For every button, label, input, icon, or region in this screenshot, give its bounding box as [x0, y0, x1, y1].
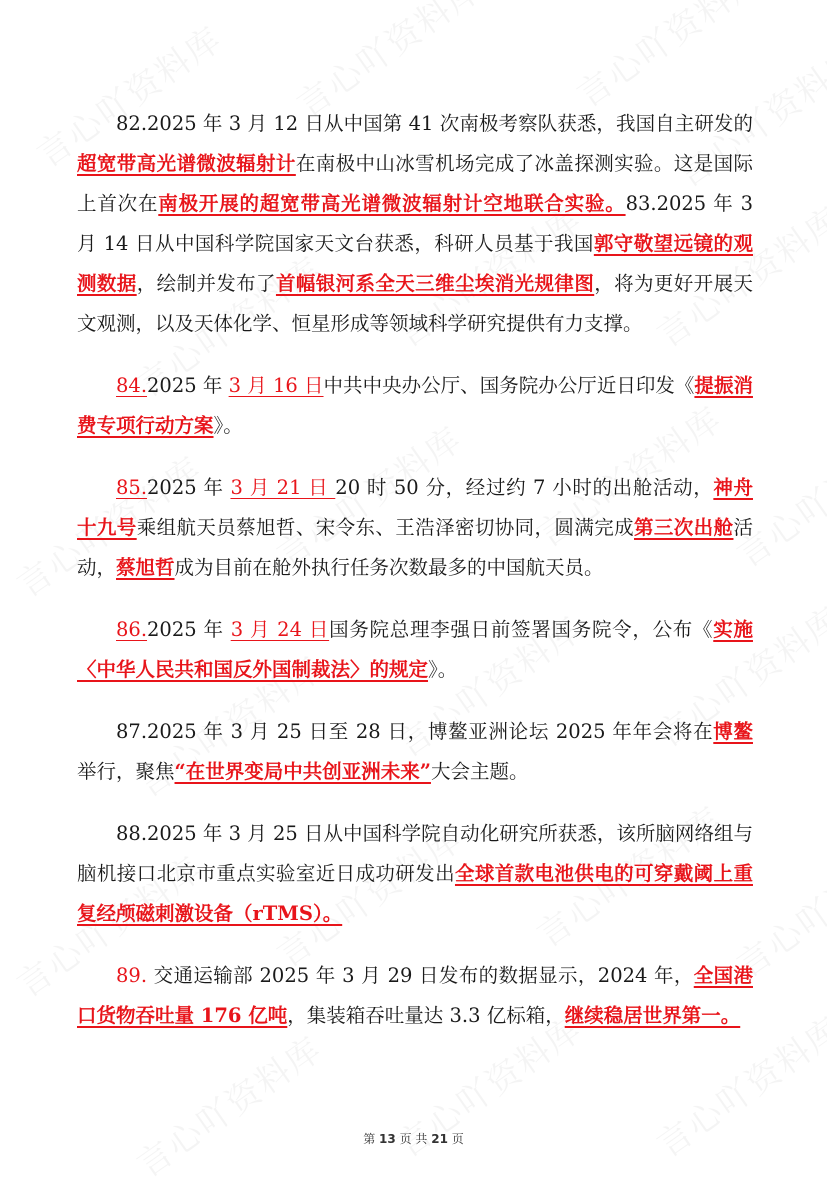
body-text: ，将为更好开展天文观测，以及天体化学、恒星形成等领域科学研究提供有力支撑。 — [77, 272, 753, 335]
body-text: 中共中央办公厅、国务院办公厅近日印发《 — [323, 374, 695, 397]
watermark-text — [565, 0, 770, 117]
footer-suffix: 页 — [451, 1132, 464, 1146]
highlighted-date: 86. — [116, 618, 148, 641]
highlighted-keyword: 继续稳居世界第一。 — [564, 1004, 741, 1027]
body-text: 2025 年 — [147, 476, 231, 499]
body-text: 大会主题。 — [430, 760, 529, 783]
paragraph-88 — [77, 814, 753, 934]
body-text: 87.2025 年 3 月 25 日至 28 日，博鳌亚洲论坛 2025 年年会将在 — [116, 720, 714, 743]
body-text: 活动， — [77, 516, 753, 579]
document-body — [77, 104, 753, 1058]
body-text: 在南极中山冰雪机场完成了冰盖探测实验。这是国际上首次在 — [77, 152, 753, 215]
body-text: 2025 年 — [147, 618, 231, 641]
body-text: 成为目前在舱外执行任务次数最多的中国航天员。 — [174, 556, 604, 579]
highlighted-date: 3 月 21 日 — [230, 476, 336, 499]
item-number: 89. — [116, 964, 148, 987]
page-footer — [0, 1130, 827, 1147]
body-text: 交通运输部 2025 年 3 月 29 日发布的数据显示，2024 年， — [147, 964, 694, 987]
highlighted-date: 3 月 24 日 — [230, 618, 330, 641]
highlighted-keyword: 第三次出舱 — [634, 516, 734, 539]
paragraph-87 — [77, 712, 753, 792]
body-text: ，集装箱吞吐量达 3.3 亿标箱， — [287, 1004, 565, 1027]
footer-prefix: 第 — [363, 1132, 376, 1146]
body-text: 举行，聚焦 — [77, 760, 175, 783]
body-text: ，绘制并发布了 — [136, 272, 276, 295]
paragraph-86 — [77, 610, 753, 690]
body-text: 》。 — [213, 414, 243, 437]
highlighted-date: 85. — [116, 476, 148, 499]
highlighted-keyword: 实施〈中华人民共和国反外国制裁法〉的规定 — [77, 618, 753, 681]
body-text: 88.2025 年 3 月 25 日从中国科学院自动化研究所获悉，该所脑网络组与脑机接口北京市重点实验室近日成功研发出 — [77, 822, 753, 885]
paragraph-85 — [77, 468, 753, 588]
highlighted-keyword: 首幅银河系全天三维尘埃消光规律图 — [275, 272, 595, 295]
highlighted-keyword: 提振消费专项行动方案 — [77, 374, 753, 437]
body-text: 国务院总理李强日前签署国务院令，公布《 — [329, 618, 714, 641]
highlighted-keyword: 郭守敬望远镜的观测数据 — [77, 232, 753, 295]
body-text: 83.2025 年 3 月 14 日从中国科学院国家天文台获悉，科研人员基于我国 — [77, 192, 753, 255]
current-page-number: 13 — [379, 1132, 396, 1146]
highlighted-keyword: 全国港口货物吞吐量 176 亿吨 — [77, 964, 753, 1027]
paragraph-89 — [77, 956, 753, 1036]
highlighted-keyword: 南极开展的超宽带高光谱微波辐射计空地联合实验。 — [158, 192, 626, 215]
body-text: 82.2025 年 3 月 12 日从中国第 41 次南极考察队获悉，我国自主研发的 — [116, 112, 753, 135]
body-text: 乘组航天员蔡旭哲、宋令东、王浩泽密切协同，圆满完成 — [136, 516, 634, 539]
highlighted-keyword: “在世界变局中共创亚洲未来” — [174, 760, 431, 783]
highlighted-keyword: 全球首款电池供电的可穿戴阈上重复经颅磁刺激设备（rTMS）。 — [77, 862, 753, 925]
highlighted-date: 84. — [116, 374, 148, 397]
total-page-count: 21 — [431, 1132, 448, 1146]
highlighted-keyword: 蔡旭哲 — [116, 556, 175, 579]
highlighted-date: 3 月 16 日 — [228, 374, 324, 397]
paragraph-84 — [77, 366, 753, 446]
body-text: 》。 — [428, 658, 458, 681]
footer-middle: 页 共 — [399, 1132, 428, 1146]
highlighted-keyword: 博鳌 — [713, 720, 753, 743]
highlighted-keyword: 超宽带高光谱微波辐射计 — [77, 152, 296, 175]
body-text: 20 时 50 分，经过约 7 小时的出舱活动， — [335, 476, 714, 499]
paragraph-82-83 — [77, 104, 753, 344]
highlighted-keyword: 神舟十九号 — [77, 476, 753, 539]
body-text: 2025 年 — [147, 374, 229, 397]
